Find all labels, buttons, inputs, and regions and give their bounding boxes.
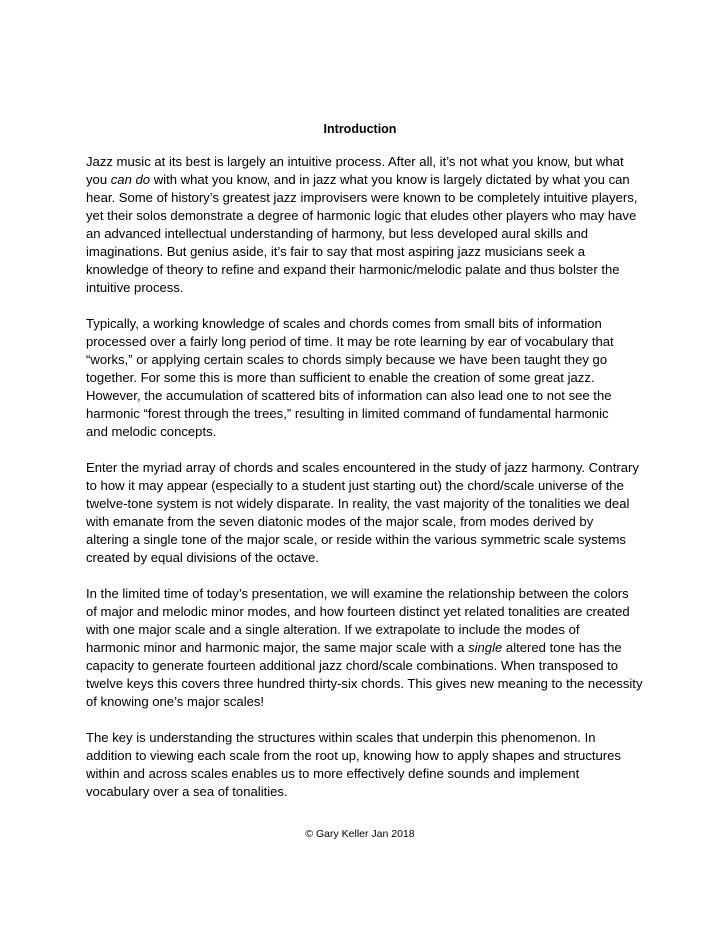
text-line: of major and melodic minor modes, and how fourteen distinct yet related tonalities are created — [86, 604, 630, 619]
text-line: of knowing one’s major scales! — [86, 694, 265, 709]
text-line: Typically, a working knowledge of scales and chords comes from small bits of information — [86, 316, 602, 331]
emphasized-text: single — [468, 640, 503, 655]
page-title: Introduction — [323, 122, 397, 136]
paragraph — [86, 729, 646, 801]
paragraph — [86, 315, 646, 441]
text-line: “works,” or applying certain scales to chords simply because we have been taught they go — [86, 352, 608, 367]
text-line: altering a single tone of the major scale, or reside within the various symmetric scale systems — [86, 532, 626, 547]
text-line: Enter the myriad array of chords and scales encountered in the study of jazz harmony. Contrary — [86, 460, 639, 475]
text-line: within and across scales enables us to more effectively define sounds and implement — [86, 766, 580, 781]
text-line: yet their solos demonstrate a degree of harmonic logic that eludes other players who may have — [86, 208, 637, 223]
text-line: and melodic concepts. — [86, 424, 217, 439]
text-line: hear. Some of history’s greatest jazz improvisers were known to be completely intuitive players, — [86, 190, 638, 205]
text-line — [86, 171, 646, 189]
text-line: capacity to generate fourteen additional jazz chord/scale combinations. When transposed to — [86, 658, 619, 673]
text-line: twelve-tone system is not widely disparate. In reality, the vast majority of the tonalities we deal — [86, 496, 630, 511]
text-run: you — [86, 172, 111, 187]
text-line: vocabulary over a sea of tonalities. — [86, 784, 288, 799]
paragraph — [86, 459, 646, 567]
paragraph — [86, 585, 646, 711]
text-line: imaginations. But genius aside, it’s fair to say that most aspiring jazz musicians seek a — [86, 244, 586, 259]
text-line: knowledge of theory to refine and expand their harmonic/melodic palate and thus bolster the — [86, 262, 620, 277]
text-line — [86, 639, 646, 657]
text-run: with what you know, and in jazz what you know is largely dictated by what you can — [150, 172, 630, 187]
text-line: created by equal divisions of the octave. — [86, 550, 319, 565]
text-line: The key is understanding the structures within scales that underpin this phenomenon. In — [86, 730, 596, 745]
text-line: In the limited time of today’s presentation, we will examine the relationship between the colors — [86, 586, 629, 601]
text-line: However, the accumulation of scattered bits of information can also lead one to not see the — [86, 388, 612, 403]
text-line: addition to viewing each scale from the root up, knowing how to apply shapes and structures — [86, 748, 621, 763]
paragraph — [86, 153, 646, 297]
text-line: harmonic “forest through the trees,” resulting in limited command of fundamental harmonic — [86, 406, 609, 421]
document-body — [86, 153, 646, 819]
text-line: twelve keys this covers three hundred thirty-six chords. This gives new meaning to the necessity — [86, 676, 643, 691]
copyright-footer: © Gary Keller Jan 2018 — [305, 828, 415, 840]
text-line: an advanced intellectual understanding of harmony, but less developed aural skills and — [86, 226, 589, 241]
text-line: with emanate from the seven diatonic modes of the major scale, from modes derived by — [86, 514, 594, 529]
text-line: to how it may appear (especially to a student just starting out) the chord/scale universe of the — [86, 478, 624, 493]
text-line: Jazz music at its best is largely an intuitive process. After all, it’s not what you know, but what — [86, 154, 624, 169]
text-line: intuitive process. — [86, 280, 184, 295]
text-line: with one major scale and a single alteration. If we extrapolate to include the modes of — [86, 622, 580, 637]
text-line: processed over a fairly long period of time. It may be rote learning by ear of vocabulary that — [86, 334, 614, 349]
text-run: harmonic minor and harmonic major, the same major scale with a — [86, 640, 469, 655]
text-run: altered tone has the — [502, 640, 622, 655]
emphasized-text: can do — [110, 172, 151, 187]
text-line: together. For some this is more than sufficient to enable the creation of some great jazz. — [86, 370, 595, 385]
